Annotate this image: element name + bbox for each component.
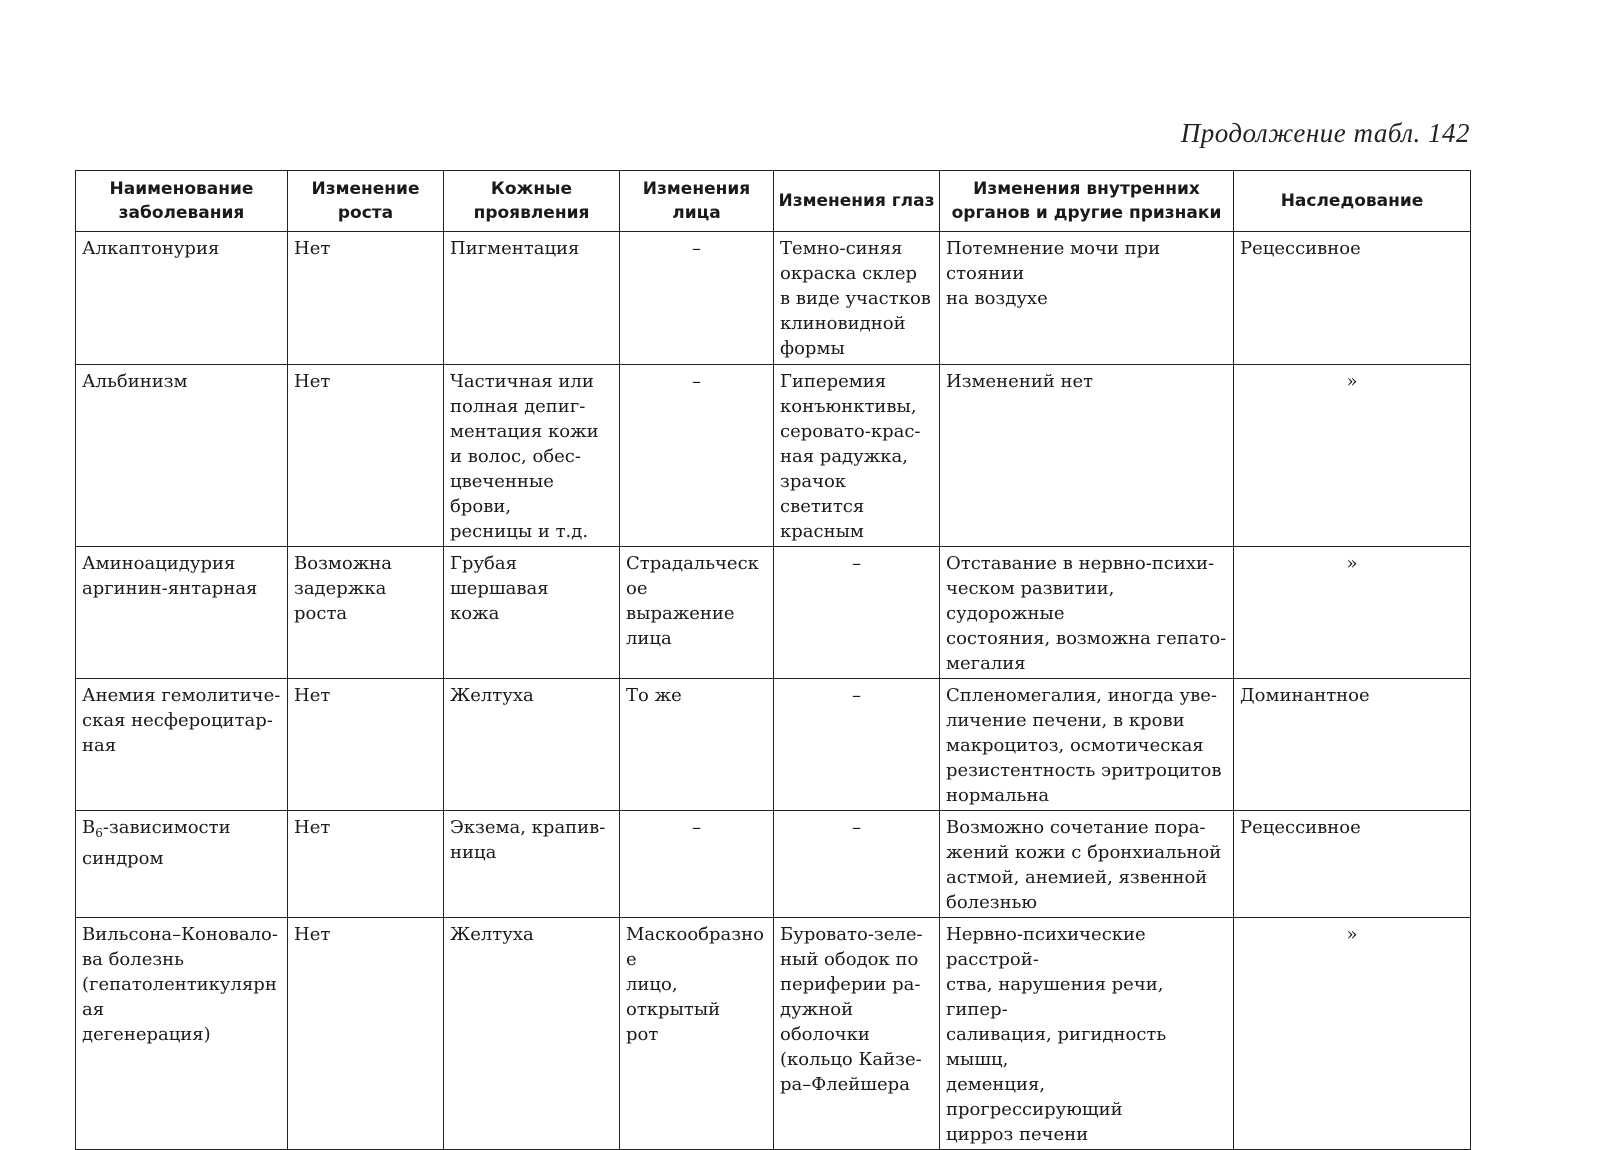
cell-line: болезнью [946,892,1038,913]
cell-line: – [692,238,701,259]
cell-line: Анемия гемолитиче- [82,685,281,706]
cell-inheritance [1234,811,1471,918]
cell-line: периферии ра- [780,974,921,995]
cell-line [82,815,281,846]
cell-growth-change [288,547,444,679]
cell-face-changes [620,679,774,811]
cell-line: в виде участков [780,288,931,309]
cell-disease-name [76,365,288,547]
cell-skin-manifestations [444,679,620,811]
cell-line: цирроз печени [946,1124,1089,1145]
cell-line: То же [626,685,682,706]
disease-table [75,170,1471,1150]
header-skin-manifestations [444,171,620,232]
cell-line: ная радужка, [780,446,908,467]
cell-line: клиновидной [780,313,906,334]
cell-line: цвеченные брови, [450,471,554,517]
cell-line: дегенерация) [82,1024,211,1045]
cell-inheritance [1234,232,1471,365]
table-row [76,811,1471,918]
cell-line: формы [780,338,845,359]
cell-line: лицо, открытый [626,974,721,1020]
cell-line: Рецессивное [1240,238,1361,259]
cell-disease-name [76,232,288,365]
cell-skin-manifestations [444,547,620,679]
cell-line: Желтуха [450,685,534,706]
header-line: проявления [473,203,590,223]
cell-line: Нет [294,685,331,706]
cell-line: ная [82,735,117,756]
header-face-changes [620,171,774,232]
cell-growth-change [288,365,444,547]
cell-line: ница [450,842,497,863]
cell-line: ства, нарушения речи, гипер- [946,974,1164,1020]
cell-line: – [852,817,861,838]
cell-face-changes [620,547,774,679]
header-inheritance [1234,171,1471,232]
cell-line: Буровато-зеле- [780,924,923,945]
cell-skin-manifestations [444,232,620,365]
cell-line: » [1346,553,1358,574]
cell-line: ментация кожи [450,421,599,442]
cell-internal-organs [940,811,1234,918]
b6-rest: -зависимости [102,817,231,838]
cell-line: Вильсона–Коновало- [82,924,278,945]
cell-line: Нет [294,371,331,392]
cell-internal-organs [940,365,1234,547]
cell-line: нормальна [946,785,1050,806]
header-growth-change [288,171,444,232]
cell-eye-changes [774,365,940,547]
cell-eye-changes [774,811,940,918]
header-disease-name [76,171,288,232]
cell-line: Доминантное [1240,685,1370,706]
cell-line: Грубая шершавая [450,553,549,599]
cell-line: Нервно-психические расстрой- [946,924,1146,970]
cell-face-changes [620,811,774,918]
cell-line: – [692,817,701,838]
cell-line: Нет [294,817,331,838]
cell-line: окраска склер [780,263,918,284]
cell-line: Потемнение мочи при стоянии [946,238,1161,284]
cell-inheritance [1234,365,1471,547]
cell-line: полная депиг- [450,396,586,417]
header-line: заболевания [118,203,245,223]
cell-line: – [852,553,861,574]
cell-internal-organs [940,232,1234,365]
cell-line: лица [626,628,672,649]
cell-eye-changes [774,679,940,811]
cell-line: Маскообразное [626,924,764,970]
cell-growth-change [288,232,444,365]
cell-line: (кольцо Кайзе- [780,1049,922,1070]
cell-growth-change [288,918,444,1150]
header-eye-changes [774,171,940,232]
cell-line: резистентность эритроцитов [946,760,1222,781]
cell-line: макроцитоз, осмотическая [946,735,1204,756]
cell-line: Возможно сочетание пора- [946,817,1206,838]
cell-face-changes [620,918,774,1150]
cell-line: ская несфероцитар- [82,710,273,731]
header-line: Изменения глаз [778,191,935,211]
header-line: Изменения внутренних [973,179,1200,199]
header-line: Наименование [109,179,254,199]
cell-line: Гиперемия [780,371,887,392]
cell-eye-changes [774,232,940,365]
header-line: лица [672,203,721,223]
cell-growth-change [288,811,444,918]
cell-line: Экзема, крапив- [450,817,606,838]
cell-line: роста [294,603,348,624]
header-line: роста [337,203,394,223]
table-row [76,679,1471,811]
cell-line: » [1346,371,1358,392]
cell-internal-organs [940,918,1234,1150]
header-row [76,171,1471,232]
b6-base: B [82,817,96,838]
cell-line: рот [626,1024,659,1045]
cell-eye-changes [774,547,940,679]
cell-line: Темно-синяя [780,238,903,259]
cell-line: (гепатолентикулярная [82,974,277,1020]
cell-skin-manifestations [444,918,620,1150]
cell-line: Спленомегалия, иногда уве- [946,685,1217,706]
cell-line: Аминоацидурия [82,553,236,574]
cell-line: ра–Флейшера [780,1074,910,1095]
table-row [76,232,1471,365]
cell-skin-manifestations [444,365,620,547]
cell-disease-name [76,547,288,679]
cell-line: Отставание в нервно-психи- [946,553,1215,574]
cell-line: астмой, анемией, язвенной [946,867,1208,888]
cell-line: » [1346,924,1358,945]
cell-line: Нет [294,924,331,945]
cell-line: ресницы и т.д. [450,521,589,542]
cell-line: Альбинизм [82,371,188,392]
table-body [76,232,1471,1150]
cell-growth-change [288,679,444,811]
cell-face-changes [620,232,774,365]
cell-line: дужной оболочки [780,999,870,1045]
cell-line: Алкаптонурия [82,238,220,259]
cell-line: деменция, прогрессирующий [946,1074,1123,1120]
table-row [76,547,1471,679]
cell-line: на воздухе [946,288,1048,309]
cell-line: – [852,685,861,706]
cell-line: ва болезнь [82,949,184,970]
header-line: Изменения [642,179,751,199]
cell-line: Рецессивное [1240,817,1361,838]
table-caption: Продолжение табл. 142 [1180,118,1470,148]
cell-line: выражение [626,603,735,624]
cell-line: и волос, обес- [450,446,581,467]
cell-disease-name [76,918,288,1150]
cell-line: Изменений нет [946,371,1094,392]
cell-line: аргинин-янтарная [82,578,258,599]
table-row [76,365,1471,547]
cell-line: мегалия [946,653,1026,674]
cell-disease-name [76,811,288,918]
header-line: Изменение [311,179,420,199]
cell-line: Пигментация [450,238,580,259]
cell-line: синдром [82,848,164,869]
cell-line: серовато-крас- [780,421,921,442]
cell-skin-manifestations [444,811,620,918]
cell-line: саливация, ригидность мышц, [946,1024,1167,1070]
header-line: Наследование [1280,191,1424,211]
cell-line: ческом развитии, судорожные [946,578,1115,624]
cell-inheritance [1234,918,1471,1150]
cell-line: Частичная или [450,371,594,392]
cell-line: Желтуха [450,924,534,945]
cell-face-changes [620,365,774,547]
cell-inheritance [1234,679,1471,811]
table-row [76,918,1471,1150]
cell-line: жений кожи с бронхиальной [946,842,1222,863]
cell-disease-name [76,679,288,811]
cell-internal-organs [940,679,1234,811]
cell-line: Возможна [294,553,393,574]
cell-eye-changes [774,918,940,1150]
cell-line: – [692,371,701,392]
cell-line: Страдальческое [626,553,759,599]
cell-line: личение печени, в крови [946,710,1185,731]
header-line: Кожные [490,179,573,199]
cell-line: ный ободок по [780,949,919,970]
cell-line: конъюнктивы, [780,396,917,417]
cell-line: состояния, возможна гепато- [946,628,1227,649]
cell-internal-organs [940,547,1234,679]
cell-inheritance [1234,547,1471,679]
cell-line: зрачок светится [780,471,865,517]
cell-line: кожа [450,603,500,624]
header-internal-organs [940,171,1234,232]
cell-line: Нет [294,238,331,259]
b6-subscript: 6 [95,826,103,840]
header-line: органов и другие признаки [951,203,1222,223]
cell-line: красным [780,521,864,542]
cell-line: задержка [294,578,387,599]
